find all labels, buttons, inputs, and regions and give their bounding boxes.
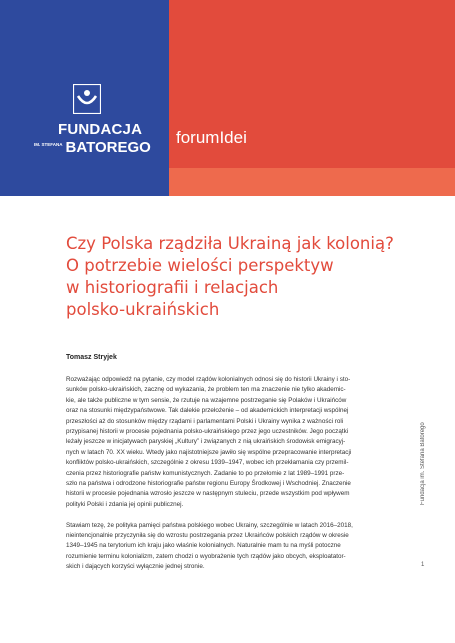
text-line: 1349–1945 na terytorium ich kraju jako właśnie kolonialnych. Naturalnie mam tu na myśli potoczne xyxy=(66,542,341,550)
text-line: przeszłości aż do stosunków między rządami i parlamentami Polski i Ukrainy wynika z ważności roli xyxy=(66,417,344,425)
logo-batorego: BATOREGO xyxy=(65,139,151,156)
title-line: O potrzebie wielości perspektyw xyxy=(66,256,334,275)
text-line: czenia przez historiografie państw komunistycznych. Zadanie to po przełomie z lat 1989–1991 prze- xyxy=(66,469,345,477)
paragraph-1 xyxy=(66,375,406,510)
series-name: forumIdei xyxy=(176,128,247,147)
text-line: polityki Polski i zdania jej opinii publicznej. xyxy=(66,500,184,508)
text-line: sunków polsko-ukraińskich, zacznę od wykazania, że problem ten ma znaczenie nie tylko akademic- xyxy=(66,386,346,394)
text-line: kie, ale także publiczne w tym sensie, że rzutuje na wzajemne postrzeganie się Polaków i Ukraińców xyxy=(66,396,347,404)
text-line: konfliktów polsko-ukraińskich, szczególnie z okresu 1939–1947, wobec ich przekłamania czy przemil- xyxy=(66,459,349,467)
logo-small-text: IM. STEFANA xyxy=(34,142,63,147)
logo-line-fundacja: FUNDACJA xyxy=(58,121,143,138)
foundation-logo-text xyxy=(34,122,154,155)
page-number: 1 xyxy=(421,562,425,568)
orange-strip xyxy=(169,168,455,196)
text-line: historii w procesie pojednania wzrosło jeszcze w następnym stuleciu, przede wszystkim pod wpływem xyxy=(66,490,350,498)
document-title xyxy=(66,233,426,321)
text-line: Stawiam tezę, że polityka pamięci państwa polskiego wobec Ukrainy, szczególnie w latach 2016–2018, xyxy=(66,521,353,529)
cover-header xyxy=(0,0,455,196)
text-line: nieintencjonalnie przyczyniła się do wzrostu postrzegania przez Ukraińców polskich rządów w okresie xyxy=(66,532,349,540)
body-text xyxy=(66,375,406,583)
title-line: Czy Polska rządziła Ukrainą jak kolonią? xyxy=(66,234,394,253)
text-line: rozumienie terminu kolonializm, zatem chodzi o wyobrażenie tych rządów jako obcych, eksploatator- xyxy=(66,552,346,560)
text-line: skich i dających korzyści wyłącznie jednej stronie. xyxy=(66,563,205,571)
title-line: polsko-ukraińskich xyxy=(66,300,220,319)
side-label: Fundacja im. Stefana Batorego xyxy=(420,422,426,505)
text-line: przypisanej historii w procesie pojednania polsko-ukraińskiego przez jego uczestników. Jego początki xyxy=(66,428,349,436)
text-line: Rozważając odpowiedź na pytanie, czy model rządów kolonialnych odnosi się do historii Ukrainy i sto- xyxy=(66,376,351,383)
title-line: w historiografii i relacjach xyxy=(66,278,279,297)
text-line: leżały jeszcze w inicjatywach paryskiej „Kultury” i związanych z nią ukraińskich środowisk emigracyj- xyxy=(66,438,346,446)
foundation-logo-icon xyxy=(73,84,101,114)
logo-line-batorego xyxy=(34,137,154,155)
text-line: nych w latach 70. XX wieku. Wtedy jako najistotniejsze jawiło się wspólne przepracowanie interpretacji xyxy=(66,448,352,456)
author-name: Tomasz Stryjek xyxy=(66,354,117,361)
text-line: szło na państwa i odrodzone historiografie państw regionu Europy Środkowej i Wschodniej. Znaczenie xyxy=(66,480,351,488)
text-line: oraz na stosunki międzypaństwowe. Tak dalekie przełożenie – od akademickich interpretacji wspólnej xyxy=(66,407,349,415)
paragraph-2 xyxy=(66,521,406,573)
